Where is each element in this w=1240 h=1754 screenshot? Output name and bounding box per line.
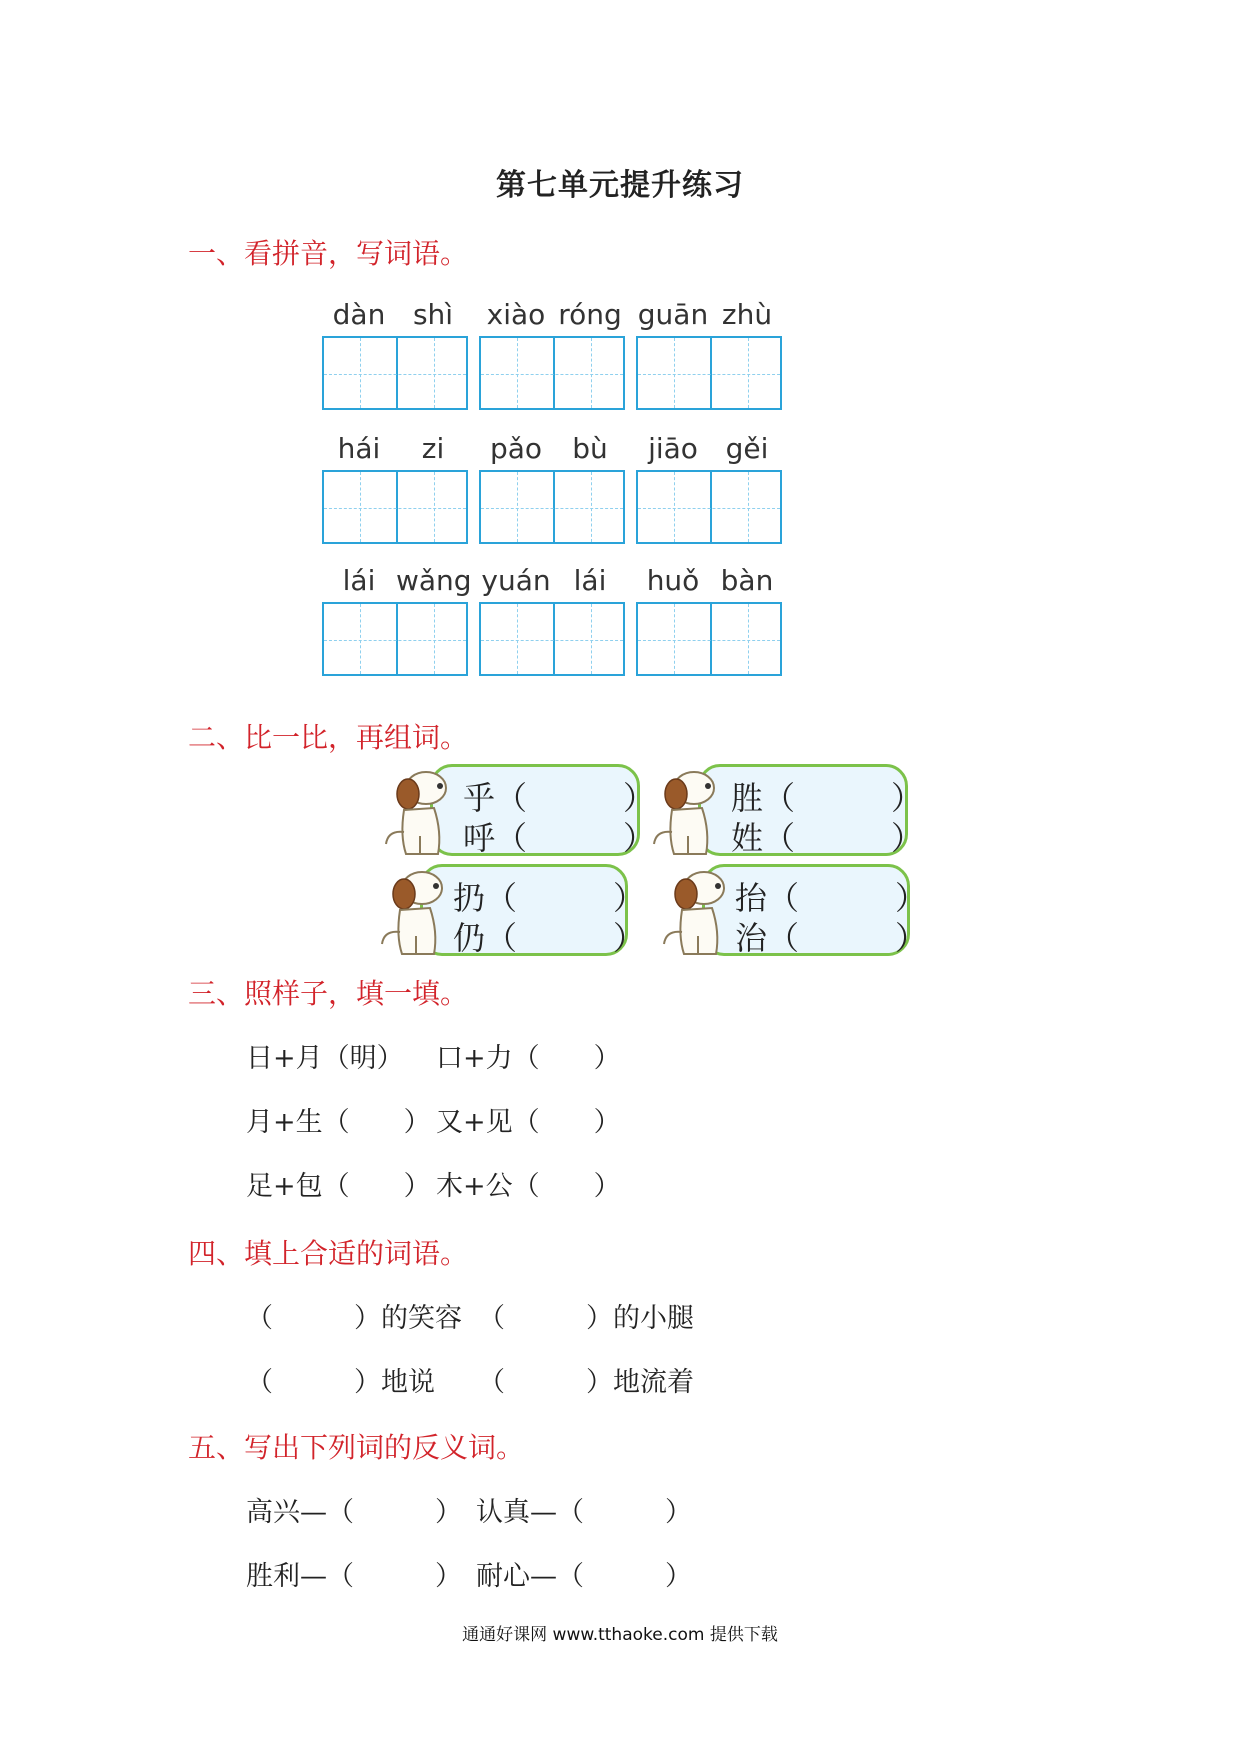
writing-box[interactable] — [322, 602, 468, 676]
compare-line[interactable]: 乎（ ） — [463, 779, 656, 817]
footer-text: 通通好课网 www.tthaoke.com 提供下载 — [462, 1625, 778, 1645]
compare-bubble — [698, 764, 924, 857]
writing-box[interactable] — [636, 602, 782, 676]
compare-bubble — [430, 764, 656, 857]
writing-box[interactable] — [322, 336, 468, 410]
pinyin-syllable: zhù — [721, 298, 773, 331]
compare-line[interactable]: 扔（ ） — [453, 879, 646, 917]
compare-line[interactable]: 抬（ ） — [735, 879, 928, 917]
section-2-heading: 二、比一比，再组词。 — [188, 721, 469, 754]
compare-bubble — [702, 864, 928, 957]
puppy-icon — [648, 766, 720, 862]
writing-box[interactable] — [479, 602, 625, 676]
pinyin-syllable: shì — [412, 298, 454, 331]
pinyin-syllable: dàn — [332, 298, 386, 331]
pinyin-syllable: lái — [573, 564, 607, 597]
pinyin-syllable: zi — [421, 432, 445, 465]
puppy-icon — [380, 766, 452, 862]
fill-item[interactable]: 耐心—（ ） — [476, 1561, 692, 1592]
pinyin-syllable: jiāo — [648, 432, 698, 465]
writing-box[interactable] — [479, 336, 625, 410]
compare-line[interactable]: 治（ ） — [735, 919, 928, 957]
fill-item[interactable]: 高兴—（ ） — [246, 1497, 462, 1528]
fill-item[interactable]: （ ）地流着 — [478, 1367, 694, 1398]
page-title: 第七单元提升练习 — [496, 168, 744, 203]
pinyin-syllable: wǎng — [396, 564, 472, 597]
fill-item[interactable]: 月+生（ ） — [246, 1107, 431, 1138]
fill-item[interactable]: 足+包（ ） — [246, 1171, 431, 1202]
section-5-heading: 五、写出下列词的反义词。 — [188, 1431, 525, 1464]
section-4-heading: 四、填上合适的词语。 — [188, 1237, 469, 1270]
fill-item[interactable]: 口+力（ ） — [436, 1043, 621, 1074]
fill-item[interactable]: 认真—（ ） — [476, 1497, 692, 1528]
puppy-icon — [376, 866, 448, 962]
pinyin-syllable: bàn — [720, 564, 774, 597]
fill-item[interactable]: 木+公（ ） — [436, 1171, 621, 1202]
compare-line[interactable]: 胜（ ） — [731, 779, 924, 817]
section-1-heading: 一、看拼音，写词语。 — [188, 237, 469, 270]
fill-item[interactable]: （ ）地说 — [246, 1367, 435, 1398]
pinyin-syllable: xiào — [486, 298, 546, 331]
fill-item[interactable]: 胜利—（ ） — [246, 1561, 462, 1592]
compare-bubble — [420, 864, 646, 957]
writing-box[interactable] — [636, 470, 782, 544]
pinyin-syllable: lái — [342, 564, 376, 597]
section-3-heading: 三、照样子，填一填。 — [188, 977, 469, 1010]
writing-box[interactable] — [479, 470, 625, 544]
pinyin-syllable: huǒ — [646, 564, 700, 597]
fill-item[interactable]: （ ）的小腿 — [478, 1303, 694, 1334]
pinyin-syllable: róng — [558, 298, 622, 331]
pinyin-syllable: yuán — [481, 564, 551, 597]
compare-line[interactable]: 仍（ ） — [453, 919, 646, 957]
puppy-icon — [658, 866, 730, 962]
pinyin-syllable: hái — [337, 432, 381, 465]
compare-line[interactable]: 呼（ ） — [463, 819, 656, 857]
writing-box[interactable] — [636, 336, 782, 410]
fill-item: 日+月（明） — [246, 1043, 404, 1074]
pinyin-syllable: guān — [637, 298, 709, 331]
pinyin-syllable: pǎo — [489, 432, 543, 465]
writing-box[interactable] — [322, 470, 468, 544]
pinyin-syllable: gěi — [725, 432, 769, 465]
fill-item[interactable]: 又+见（ ） — [436, 1107, 621, 1138]
pinyin-syllable: bù — [572, 432, 608, 465]
fill-item[interactable]: （ ）的笑容 — [246, 1303, 462, 1334]
compare-line[interactable]: 姓（ ） — [731, 819, 924, 857]
